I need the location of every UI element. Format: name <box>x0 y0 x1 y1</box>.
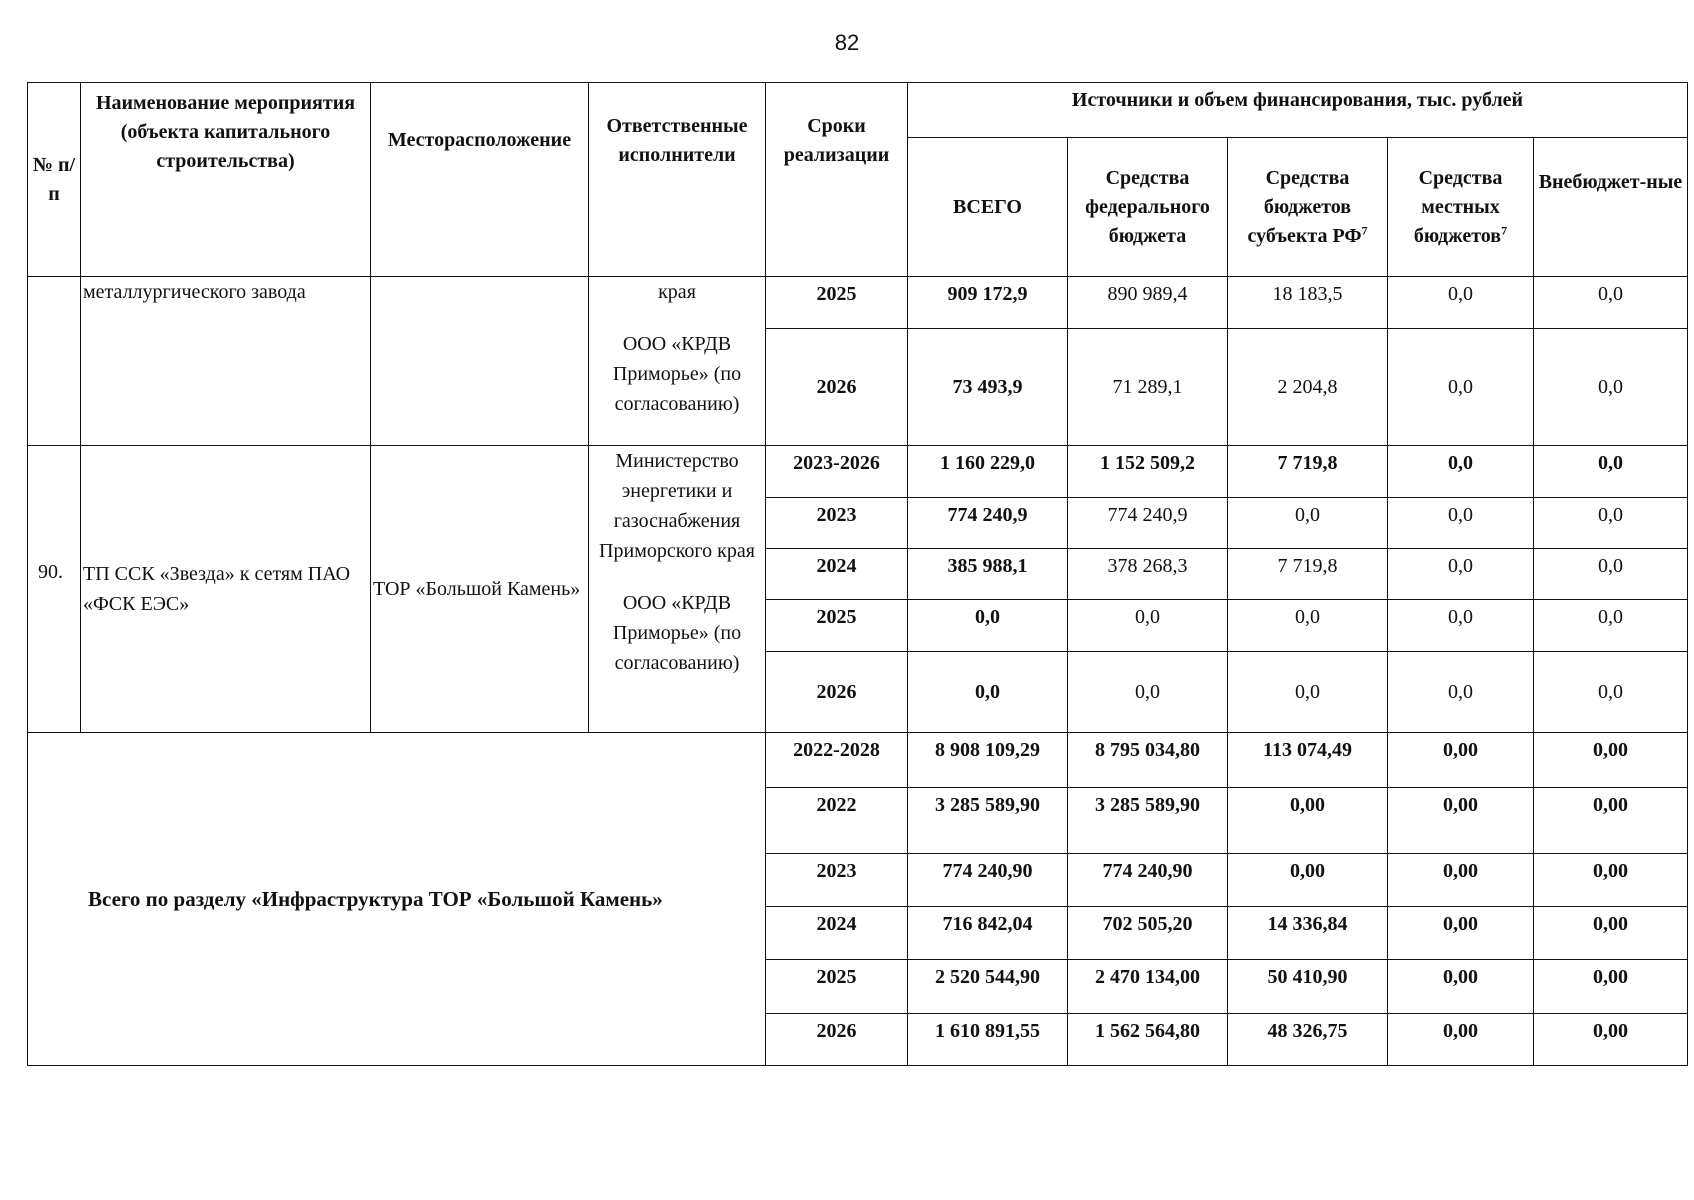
local-cell: 0,0 <box>1388 277 1534 329</box>
local-cell: 0,0 <box>1388 498 1534 549</box>
local-cell: 0,00 <box>1388 788 1534 854</box>
year-cell: 2022 <box>766 788 908 854</box>
subject-cell: 14 336,84 <box>1228 907 1388 960</box>
total-cell: 774 240,90 <box>908 854 1068 907</box>
location-empty <box>371 277 589 446</box>
federal-cell: 1 152 509,2 <box>1068 446 1228 498</box>
extra-cell: 0,0 <box>1534 446 1688 498</box>
total-cell: 385 988,1 <box>908 549 1068 600</box>
subject-cell: 7 719,8 <box>1228 549 1388 600</box>
total-cell: 8 908 109,29 <box>908 733 1068 788</box>
header-subject: Средства бюджетов субъекта $РФ^7$ <box>1228 138 1388 277</box>
extra-cell: 0,00 <box>1534 960 1688 1014</box>
year-cell: 2026 <box>766 1014 908 1066</box>
row-num: 90. <box>28 446 81 733</box>
federal-cell: 890 989,4 <box>1068 277 1228 329</box>
location: ТОР «Большой Камень» <box>371 446 589 733</box>
local-cell: 0,00 <box>1388 733 1534 788</box>
header-financing: Источники и объем финансирования, тыс. рублей <box>908 83 1688 138</box>
extra-cell: 0,0 <box>1534 600 1688 652</box>
extra-cell: 0,0 <box>1534 277 1688 329</box>
responsible-text: края <box>658 281 696 303</box>
header-local: Средства местных бюджетов$^7$ <box>1388 138 1534 277</box>
local-cell: 0,0 <box>1388 446 1534 498</box>
subject-cell: 0,0 <box>1228 498 1388 549</box>
subject-cell: 0,00 <box>1228 854 1388 907</box>
year-cell: 2024 <box>766 549 908 600</box>
header-extra: Внебюджет-ные <box>1534 138 1688 277</box>
local-cell: 0,0 <box>1388 652 1534 733</box>
total-cell: 73 493,9 <box>908 329 1068 446</box>
local-cell: 0,00 <box>1388 1014 1534 1066</box>
subject-cell: 2 204,8 <box>1228 329 1388 446</box>
table-row <box>28 733 1688 788</box>
header-terms: Сроки реализации <box>766 83 908 277</box>
extra-cell: 0,0 <box>1534 498 1688 549</box>
responsible-cell <box>589 446 766 733</box>
responsible-cell <box>589 277 766 446</box>
year-cell: 2026 <box>766 329 908 446</box>
total-cell: 909 172,9 <box>908 277 1068 329</box>
total-cell: 1 160 229,0 <box>908 446 1068 498</box>
event-name: ТП ССК «Звезда» к сетям ПАО «ФСК ЕЭС» <box>81 446 371 733</box>
total-cell: 0,0 <box>908 600 1068 652</box>
header-total: ВСЕГО <box>908 138 1068 277</box>
year-cell: 2023 <box>766 854 908 907</box>
total-cell: 716 842,04 <box>908 907 1068 960</box>
local-cell: 0,00 <box>1388 907 1534 960</box>
total-cell: 0,0 <box>908 652 1068 733</box>
extra-cell: 0,00 <box>1534 1014 1688 1066</box>
subject-cell: 50 410,90 <box>1228 960 1388 1014</box>
year-cell: 2023-2026 <box>766 446 908 498</box>
extra-cell: 0,0 <box>1534 549 1688 600</box>
federal-cell: 71 289,1 <box>1068 329 1228 446</box>
total-cell: 3 285 589,90 <box>908 788 1068 854</box>
subject-cell: 113 074,49 <box>1228 733 1388 788</box>
federal-cell: 774 240,90 <box>1068 854 1228 907</box>
responsible-text: ООО «КРДВ Приморье» (по согласованию) <box>612 333 742 415</box>
federal-cell: 0,0 <box>1068 652 1228 733</box>
subject-cell: 0,0 <box>1228 600 1388 652</box>
header-responsible: Ответственные исполнители <box>589 83 766 277</box>
table-row <box>28 277 1688 329</box>
federal-cell: 8 795 034,80 <box>1068 733 1228 788</box>
event-name: металлургического завода <box>81 277 371 446</box>
extra-cell: 0,0 <box>1534 652 1688 733</box>
header-name: Наименование мероприятия (объекта капитального строительства) <box>81 83 371 277</box>
year-cell: 2025 <box>766 600 908 652</box>
local-cell: 0,00 <box>1388 854 1534 907</box>
row-num-empty <box>28 277 81 446</box>
federal-cell: 702 505,20 <box>1068 907 1228 960</box>
extra-cell: 0,00 <box>1534 907 1688 960</box>
subject-cell: 0,00 <box>1228 788 1388 854</box>
year-cell: 2024 <box>766 907 908 960</box>
page-number: 82 <box>834 30 860 55</box>
header-location: Месторасположение <box>371 83 589 277</box>
federal-cell: 0,0 <box>1068 600 1228 652</box>
table-row <box>28 446 1688 498</box>
total-cell: 774 240,9 <box>908 498 1068 549</box>
local-cell: 0,00 <box>1388 960 1534 1014</box>
total-cell: 2 520 544,90 <box>908 960 1068 1014</box>
responsible-text: ООО «КРДВ Приморье» (по согласованию) <box>612 592 742 674</box>
total-cell: 1 610 891,55 <box>908 1014 1068 1066</box>
federal-cell: 774 240,9 <box>1068 498 1228 549</box>
extra-cell: 0,00 <box>1534 733 1688 788</box>
header-row-1 <box>28 83 1688 138</box>
year-cell: 2025 <box>766 960 908 1014</box>
year-cell: 2023 <box>766 498 908 549</box>
header-num: № п/п <box>28 83 81 277</box>
extra-cell: 0,0 <box>1534 329 1688 446</box>
header-federal: Средства федерального бюджета <box>1068 138 1228 277</box>
subject-cell: 48 326,75 <box>1228 1014 1388 1066</box>
year-cell: 2025 <box>766 277 908 329</box>
financing-table <box>27 82 1688 1066</box>
federal-cell: 378 268,3 <box>1068 549 1228 600</box>
section-total-label: Всего по разделу «Инфраструктура ТОР «Большой Камень» <box>28 733 766 1066</box>
federal-cell: 2 470 134,00 <box>1068 960 1228 1014</box>
extra-cell: 0,00 <box>1534 788 1688 854</box>
subject-cell: 7 719,8 <box>1228 446 1388 498</box>
extra-cell: 0,00 <box>1534 854 1688 907</box>
federal-cell: 1 562 564,80 <box>1068 1014 1228 1066</box>
local-cell: 0,0 <box>1388 600 1534 652</box>
local-cell: 0,0 <box>1388 329 1534 446</box>
responsible-text: Министерство энергетики и газоснабжения Приморского края <box>599 450 755 562</box>
federal-cell: 3 285 589,90 <box>1068 788 1228 854</box>
local-cell: 0,0 <box>1388 549 1534 600</box>
year-cell: 2026 <box>766 652 908 733</box>
subject-cell: 18 183,5 <box>1228 277 1388 329</box>
subject-cell: 0,0 <box>1228 652 1388 733</box>
year-cell: 2022-2028 <box>766 733 908 788</box>
